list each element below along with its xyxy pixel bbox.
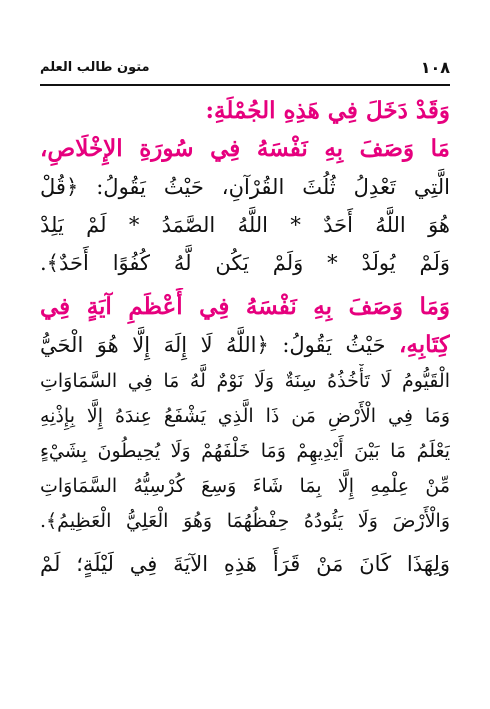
paragraph-2-line: وَلِهَذَا كَانَ مَنْ قَرَأَ هَذِهِ الآيَةَ فِي لَيْلَةٍ؛ لَمْ [40, 552, 450, 576]
heading-3: وَمَا وَصَفَ بِهِ نَفْسَهُ فِي أَعْظَمِ آيَةٍ فِي [40, 293, 450, 320]
verse-line: يَعْلَمُ مَا بَيْنَ أَيْدِيهِمْ وَمَا خَلْفَهُمْ وَلَا يُحِيطُونَ بِشَيْءٍ [40, 440, 450, 462]
verse-intro-line [40, 326, 450, 364]
header-rule [40, 84, 450, 86]
heading-2: مَا وَصَفَ بِهِ نَفْسَهُ فِي سُورَةِ الإِخْلَاصِ، [40, 135, 450, 162]
page-body [40, 92, 450, 583]
paragraph-1-line: هُوَ اللَّهُ أَحَدٌ * اللَّهُ الصَّمَدُ * لَمْ يَلِدْ [40, 213, 450, 237]
verse-intro-text: حَيْثُ يَقُولُ: ﴿اللَّهُ لَا إِلَهَ إِلَّا هُوَ الْحَيُّ [40, 333, 399, 357]
page-number: ١٠٨ [420, 58, 450, 77]
book-title: متون طالب العلم [40, 60, 150, 75]
verse-line: مِّنْ عِلْمِهِ إِلَّا بِمَا شَاءَ وَسِعَ كُرْسِيُّهُ السَّمَاوَاتِ [40, 475, 450, 497]
verse-line: الْقَيُّومُ لَا تَأْخُذُهُ سِنَةٌ وَلَا نَوْمٌ لَّهُ مَا فِي السَّمَاوَاتِ [40, 370, 450, 392]
heading-1: وَقَدْ دَخَلَ فِي هَذِهِ الجُمْلَةِ: [205, 97, 450, 124]
page-header [40, 58, 450, 78]
heading-3-continued: كِتَابِهِ، [398, 331, 450, 358]
verse-line: وَمَا فِي الْأَرْضِ مَن ذَا الَّذِي يَشْفَعُ عِندَهُ إِلَّا بِإِذْنِهِ [40, 405, 450, 427]
paragraph-1-line: الَّتِي تَعْدِلُ ثُلُثَ القُرْآنِ، حَيْثُ يَقُولُ: ﴿قُلْ [40, 175, 450, 199]
paragraph-1-line: وَلَمْ يُولَدْ * وَلَمْ يَكُن لَّهُ كُفُوًا أَحَدٌ﴾. [40, 251, 450, 275]
verse-line: وَالْأَرْضَ وَلَا يَئُودُهُ حِفْظُهُمَا وَهُوَ الْعَلِيُّ الْعَظِيمُ﴾. [40, 510, 450, 532]
